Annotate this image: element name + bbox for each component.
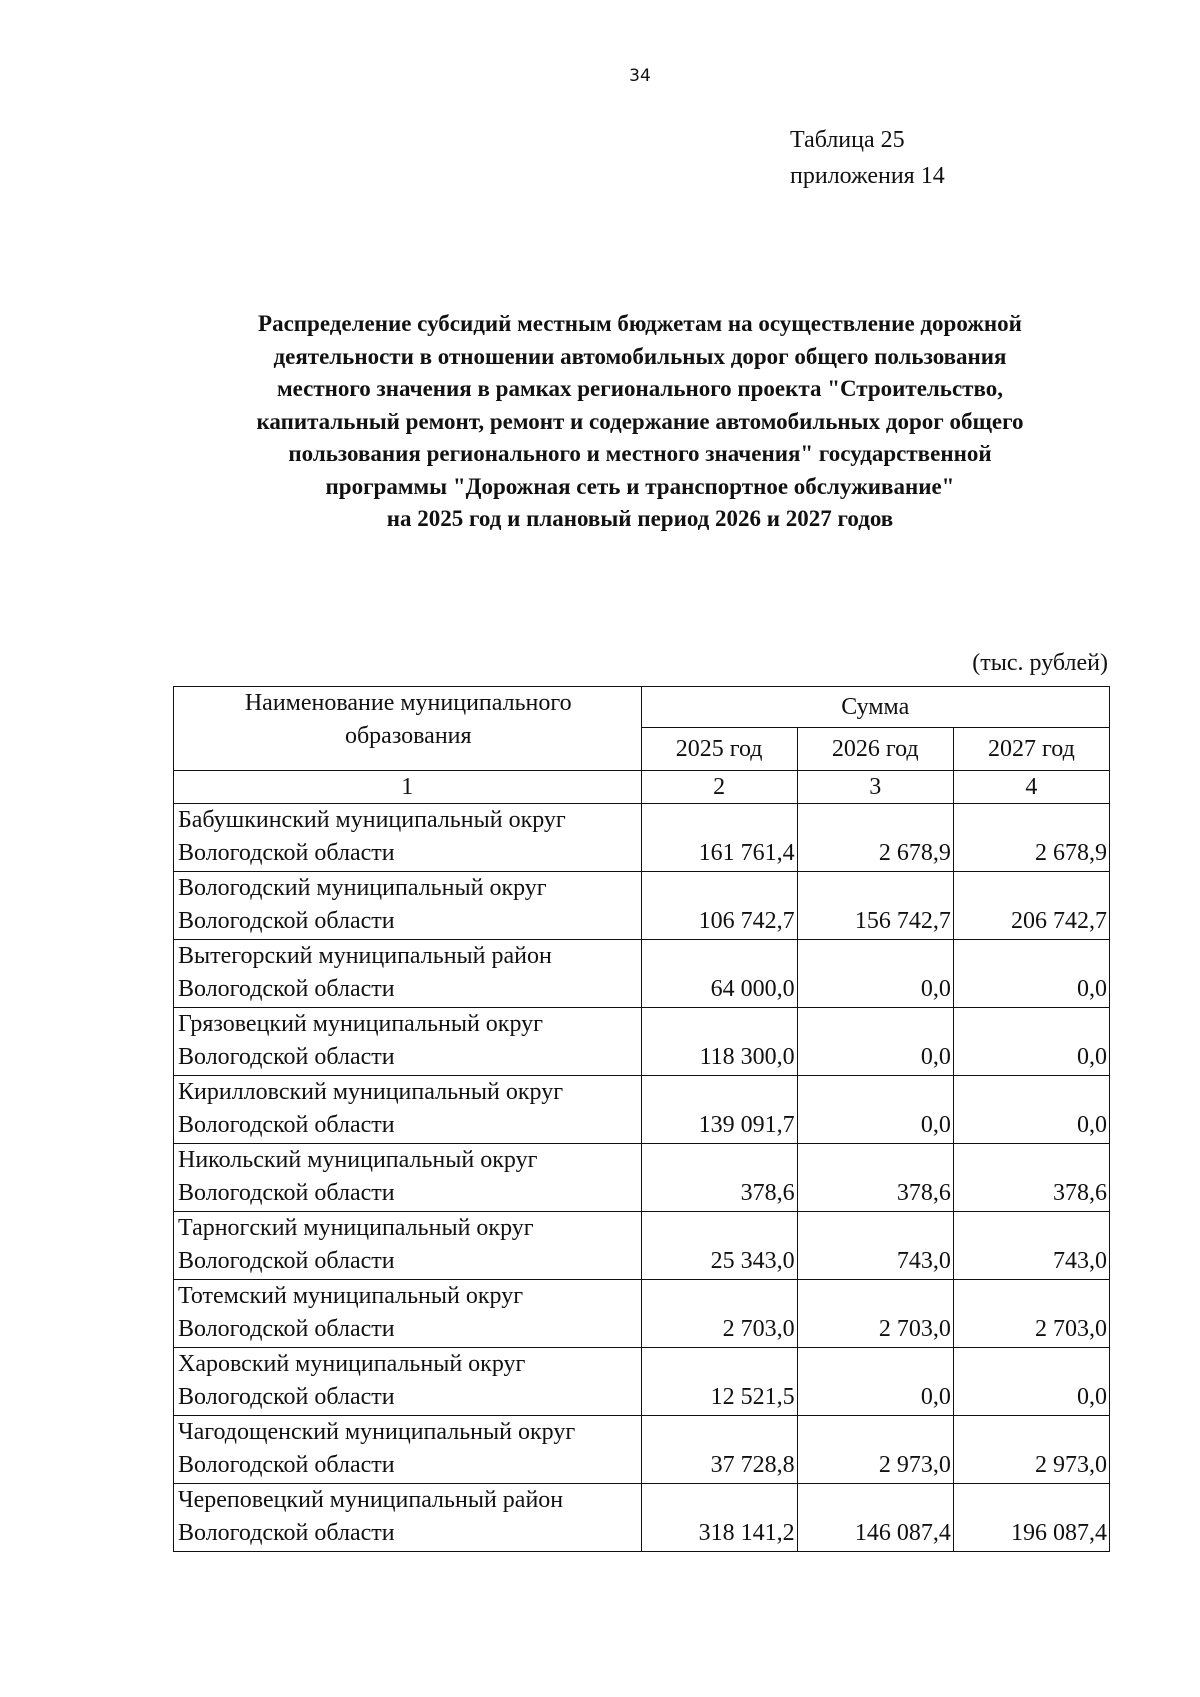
municipality-name	[174, 1484, 642, 1552]
amount-2026: 2 678,9	[797, 804, 953, 872]
municipality-name-line: Череповецкий муниципальный район	[178, 1487, 564, 1513]
amount-2026: 146 087,4	[797, 1484, 953, 1552]
subsidy-table	[173, 686, 1110, 1552]
amount-2026: 0,0	[797, 1076, 953, 1144]
header-municipality	[174, 687, 642, 771]
amount-2027: 2 703,0	[953, 1280, 1109, 1348]
municipality-name-line: Вологодской области	[178, 1248, 395, 1274]
table-row	[174, 804, 1110, 872]
municipality-name-line: Никольский муниципальный округ	[178, 1147, 538, 1173]
amount-2026: 743,0	[797, 1212, 953, 1280]
amount-2025: 64 000,0	[641, 940, 797, 1008]
column-index: 2	[641, 771, 797, 804]
title-line: деятельности в отношении автомобильных дорог общего пользования	[273, 343, 1007, 369]
municipality-name	[174, 1076, 642, 1144]
table-row	[174, 1484, 1110, 1552]
amount-2027: 0,0	[953, 1076, 1109, 1144]
municipality-name	[174, 1008, 642, 1076]
column-index: 3	[797, 771, 953, 804]
amount-2025: 161 761,4	[641, 804, 797, 872]
header-year-2025: 2025 год	[641, 728, 797, 771]
municipality-name-line: Тарногский муниципальный округ	[178, 1215, 534, 1241]
amount-2026: 2 973,0	[797, 1416, 953, 1484]
municipality-name	[174, 1416, 642, 1484]
municipality-name	[174, 1144, 642, 1212]
title-line: пользования регионального и местного значения" государственной	[288, 441, 992, 466]
amount-2026: 2 703,0	[797, 1280, 953, 1348]
municipality-name	[174, 1280, 642, 1348]
amount-2025: 106 742,7	[641, 872, 797, 940]
amount-2027: 2 973,0	[953, 1416, 1109, 1484]
amount-2025: 139 091,7	[641, 1076, 797, 1144]
municipality-name	[174, 804, 642, 872]
municipality-name-line: Чагодощенский муниципальный округ	[178, 1419, 576, 1445]
municipality-name	[174, 1348, 642, 1416]
header-year-2026: 2026 год	[797, 728, 953, 771]
title-line: капитальный ремонт, ремонт и содержание автомобильных дорог общего	[256, 408, 1024, 434]
amount-2026: 0,0	[797, 1348, 953, 1416]
municipality-name-line: Вологодской области	[178, 1112, 395, 1138]
header-sum: Сумма	[641, 687, 1109, 728]
municipality-name	[174, 1212, 642, 1280]
column-index: 1	[174, 771, 642, 804]
amount-2025: 2 703,0	[641, 1280, 797, 1348]
page-number: 34	[629, 66, 651, 86]
amount-2025: 118 300,0	[641, 1008, 797, 1076]
column-index-row	[174, 771, 1110, 804]
table-row	[174, 1144, 1110, 1212]
municipality-name-line: Вологодской области	[178, 976, 395, 1002]
municipality-name-line: Вологодской области	[178, 1520, 395, 1546]
amount-2027: 196 087,4	[953, 1484, 1109, 1552]
municipality-name-line: Тотемский муниципальный округ	[178, 1283, 524, 1309]
table-row	[174, 1348, 1110, 1416]
column-index: 4	[953, 771, 1109, 804]
header-municipality-line: Наименование муниципального	[244, 690, 572, 716]
title-line: местного значения в рамках регионального проекта "Строительство,	[277, 376, 1003, 401]
amount-2026: 0,0	[797, 1008, 953, 1076]
amount-2025: 25 343,0	[641, 1212, 797, 1280]
municipality-name-line: Кирилловский муниципальный округ	[178, 1079, 564, 1105]
municipality-name-line: Вологодской области	[178, 1044, 395, 1070]
municipality-name-line: Вологодской области	[178, 1452, 395, 1478]
table-row	[174, 1280, 1110, 1348]
municipality-name-line: Вологодской области	[178, 840, 395, 866]
amount-2027: 2 678,9	[953, 804, 1109, 872]
amount-2026: 0,0	[797, 940, 953, 1008]
municipality-name-line: Вологодской области	[178, 1180, 395, 1206]
amount-2025: 378,6	[641, 1144, 797, 1212]
table-row	[174, 1416, 1110, 1484]
municipality-name-line: Грязовецкий муниципальный округ	[178, 1011, 543, 1037]
table-reference	[790, 122, 945, 194]
municipality-name-line: Харовский муниципальный округ	[178, 1351, 526, 1377]
municipality-name-line: Вытегорский муниципальный район	[178, 943, 552, 969]
amount-2027: 0,0	[953, 940, 1109, 1008]
document-title	[150, 308, 1130, 536]
title-line: программы "Дорожная сеть и транспортное обслуживание"	[325, 473, 955, 499]
amount-2027: 206 742,7	[953, 872, 1109, 940]
municipality-name-line: Вологодский муниципальный округ	[178, 875, 547, 901]
amount-2026: 156 742,7	[797, 872, 953, 940]
municipality-name	[174, 872, 642, 940]
municipality-name	[174, 940, 642, 1008]
amount-2025: 12 521,5	[641, 1348, 797, 1416]
table-row	[174, 872, 1110, 940]
title-line: Распределение субсидий местным бюджетам на осуществление дорожной	[258, 311, 1022, 336]
title-line: на 2025 год и плановый период 2026 и 2027 годов	[386, 506, 894, 531]
amount-2027: 0,0	[953, 1348, 1109, 1416]
unit-note: (тыс. рублей)	[972, 650, 1108, 676]
table-reference-line: Таблица 25	[790, 127, 905, 153]
table-row	[174, 940, 1110, 1008]
municipality-name-line: Бабушкинский муниципальный округ	[178, 807, 566, 833]
table-row	[174, 1008, 1110, 1076]
table-reference-line: приложения 14	[790, 163, 945, 189]
table-row	[174, 1076, 1110, 1144]
header-municipality-line: образования	[344, 723, 472, 749]
amount-2025: 37 728,8	[641, 1416, 797, 1484]
municipality-name-line: Вологодской области	[178, 1384, 395, 1410]
amount-2026: 378,6	[797, 1144, 953, 1212]
header-year-2027: 2027 год	[953, 728, 1109, 771]
municipality-name-line: Вологодской области	[178, 1316, 395, 1342]
amount-2027: 378,6	[953, 1144, 1109, 1212]
municipality-name-line: Вологодской области	[178, 908, 395, 934]
amount-2027: 743,0	[953, 1212, 1109, 1280]
amount-2025: 318 141,2	[641, 1484, 797, 1552]
table-row	[174, 1212, 1110, 1280]
amount-2027: 0,0	[953, 1008, 1109, 1076]
table-header-row	[174, 687, 1110, 728]
